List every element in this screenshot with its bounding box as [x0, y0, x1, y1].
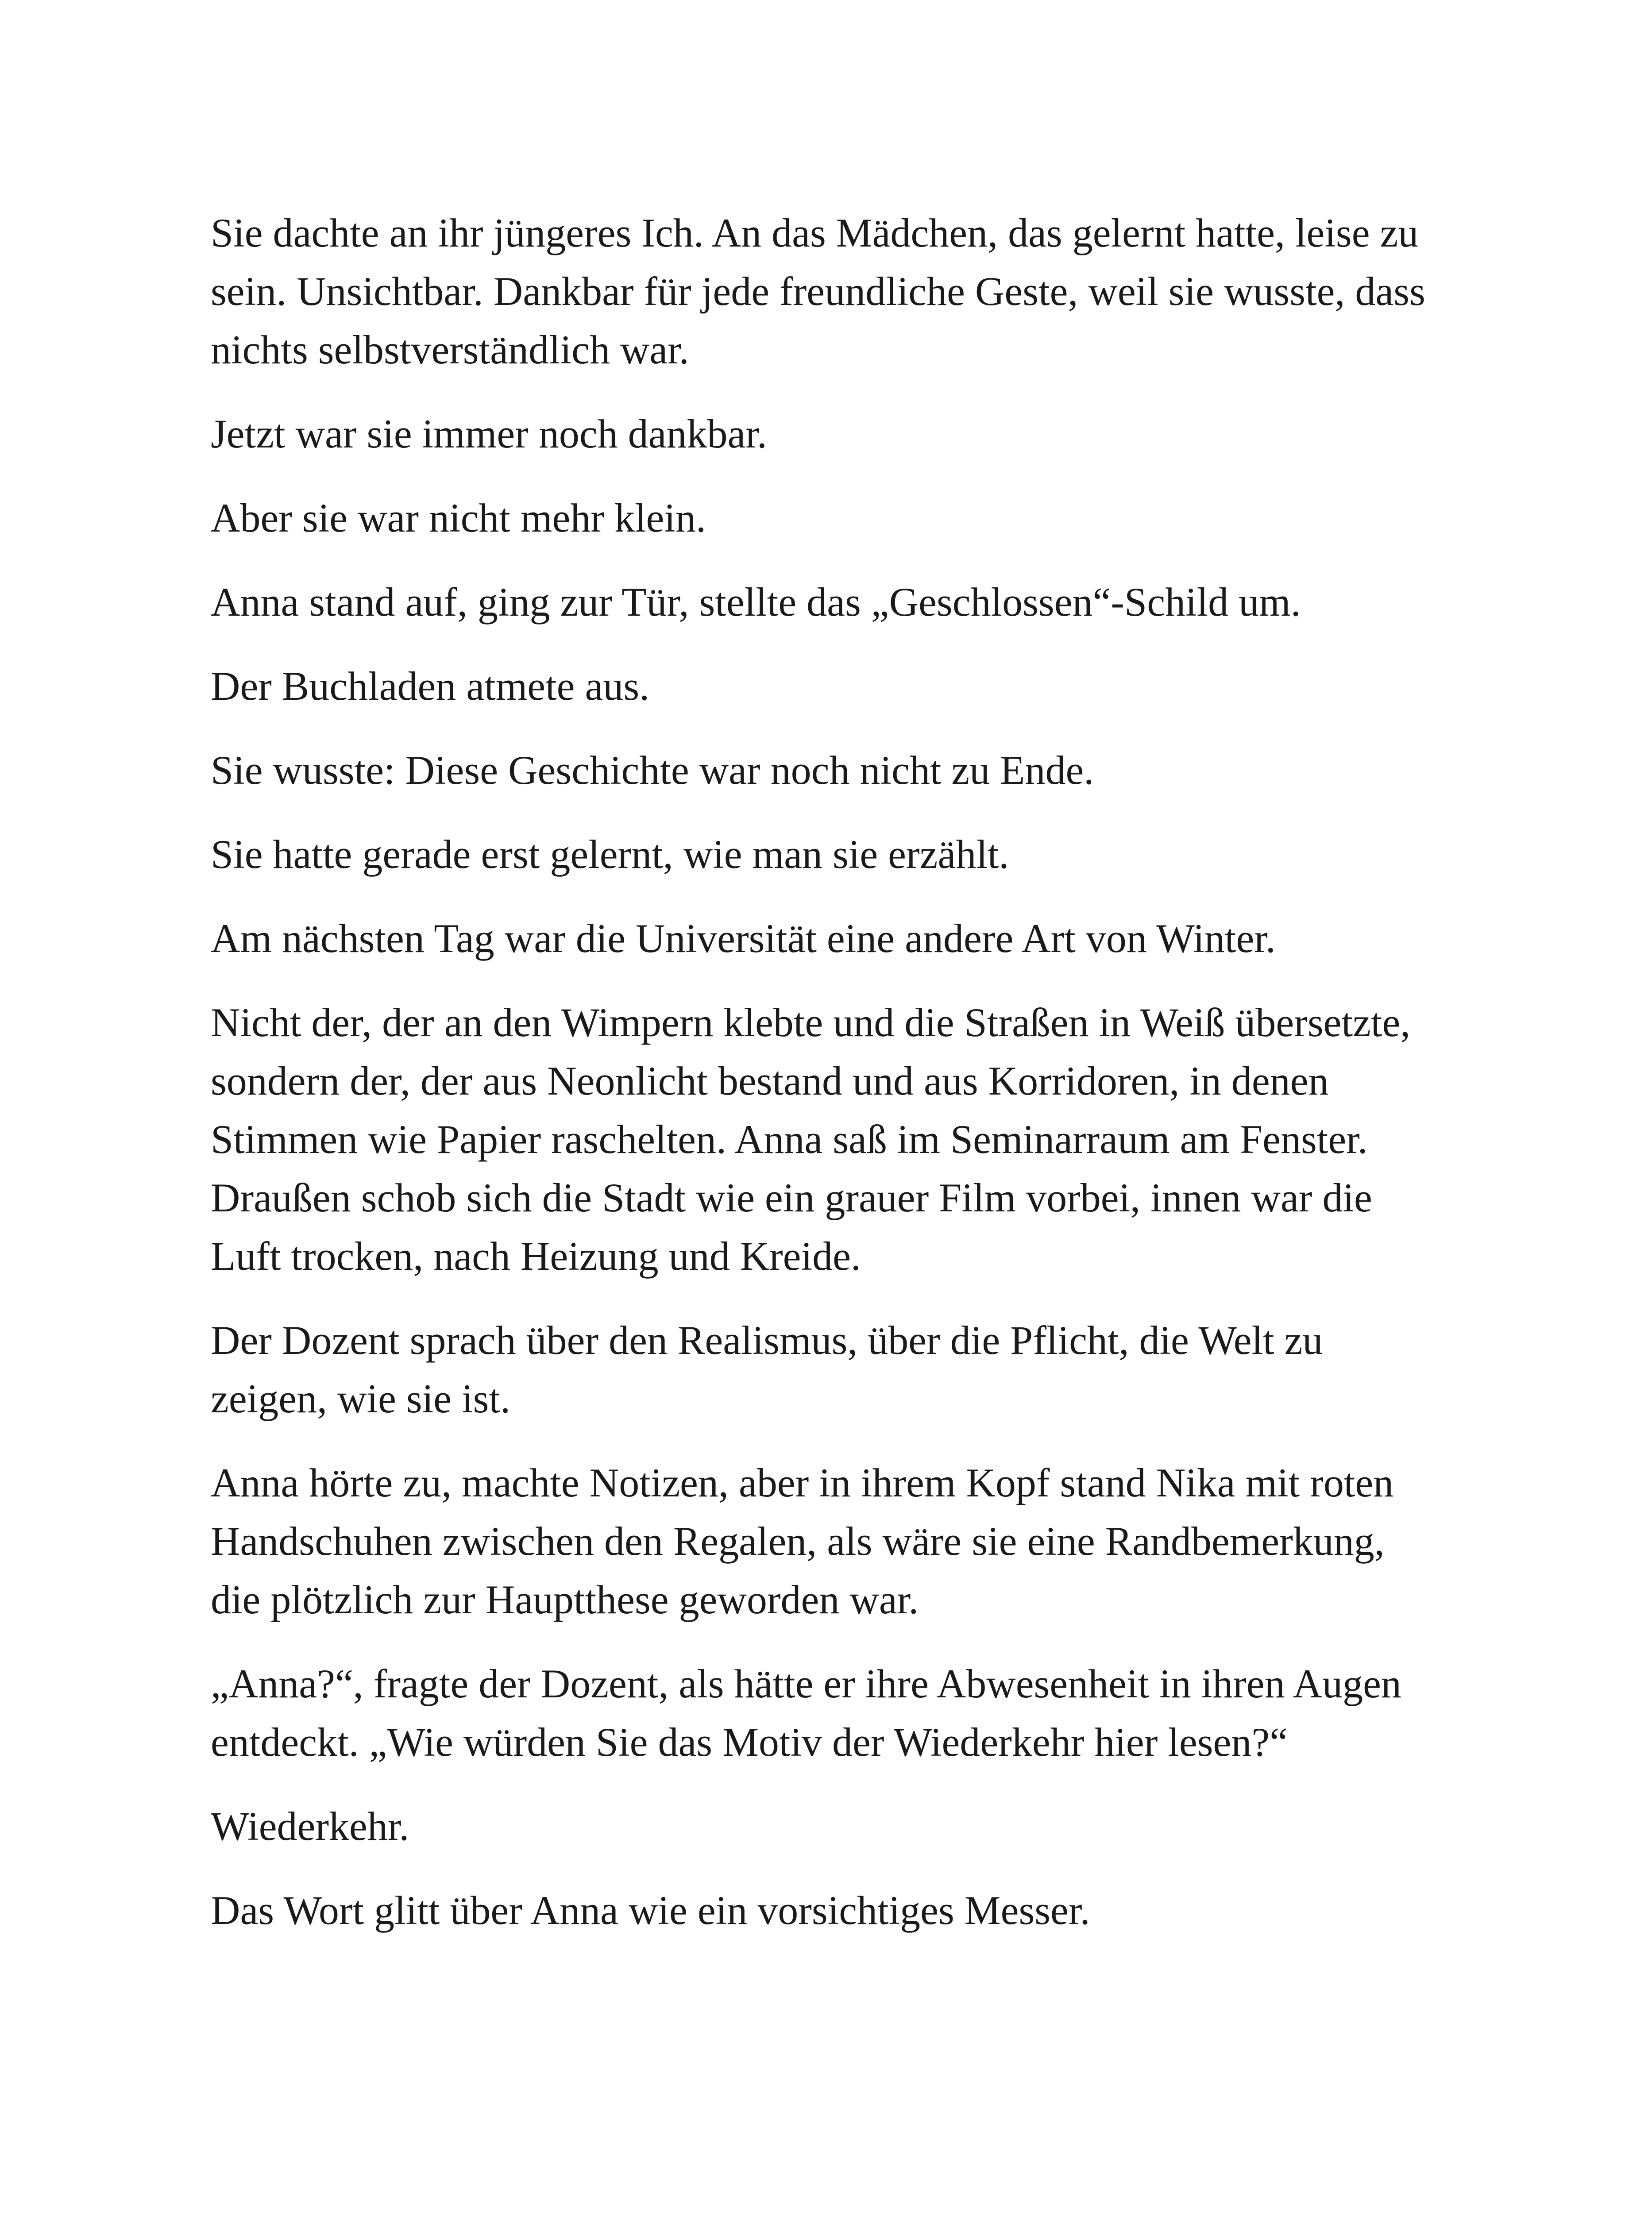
paragraph: Am nächsten Tag war die Universität eine andere Art von Winter. — [211, 916, 1276, 961]
paragraph: Wiederkehr. — [211, 1804, 409, 1849]
paragraph: Sie wusste: Diese Geschichte war noch nicht zu Ende. — [211, 748, 1094, 793]
body-text — [211, 204, 1441, 1965]
paragraph: Der Buchladen atmete aus. — [211, 663, 650, 709]
paragraph: Jetzt war sie immer noch dankbar. — [211, 411, 767, 456]
paragraph: Der Dozent sprach über den Realismus, über die Pflicht, die Welt zu zeigen, wie sie ist. — [211, 1318, 1323, 1421]
paragraph: Das Wort glitt über Anna wie ein vorsichtiges Messer. — [211, 1888, 1090, 1933]
paragraph: Nicht der, der an den Wimpern klebte und die Straßen in Weiß übersetzte, sondern der, der aus Neonlicht bestand und aus Korridoren, in denen Stimmen wie Papier raschelten. Anna saß im Seminarraum am Fenster. Draußen schob sich die Stadt wie ein grauer Film vorbei, innen war die Luft trocken, nach Heizung und Kreide. — [211, 1000, 1411, 1279]
paragraph: Anna hörte zu, machte Notizen, aber in ihrem Kopf stand Nika mit roten Handschuhen zwischen den Regalen, als wäre sie eine Randbemerkung, die plötzlich zur Hauptthese geworden war. — [211, 1460, 1394, 1622]
paragraph: Aber sie war nicht mehr klein. — [211, 495, 706, 540]
paragraph: Sie dachte an ihr jüngeres Ich. An das Mädchen, das gelernt hatte, leise zu sein. Unsichtbar. Dankbar für jede freundliche Geste, weil sie wusste, dass nichts selbstverständlich war. — [211, 210, 1425, 372]
paragraph: Sie hatte gerade erst gelernt, wie man sie erzählt. — [211, 832, 1009, 877]
paragraph: Anna stand auf, ging zur Tür, stellte das „Geschlossen“-Schild um. — [211, 579, 1301, 625]
paragraph: „Anna?“, fragte der Dozent, als hätte er ihre Abwesenheit in ihren Augen entdeckt. „Wie würden Sie das Motiv der Wiederkehr hier lesen?“ — [211, 1661, 1401, 1765]
